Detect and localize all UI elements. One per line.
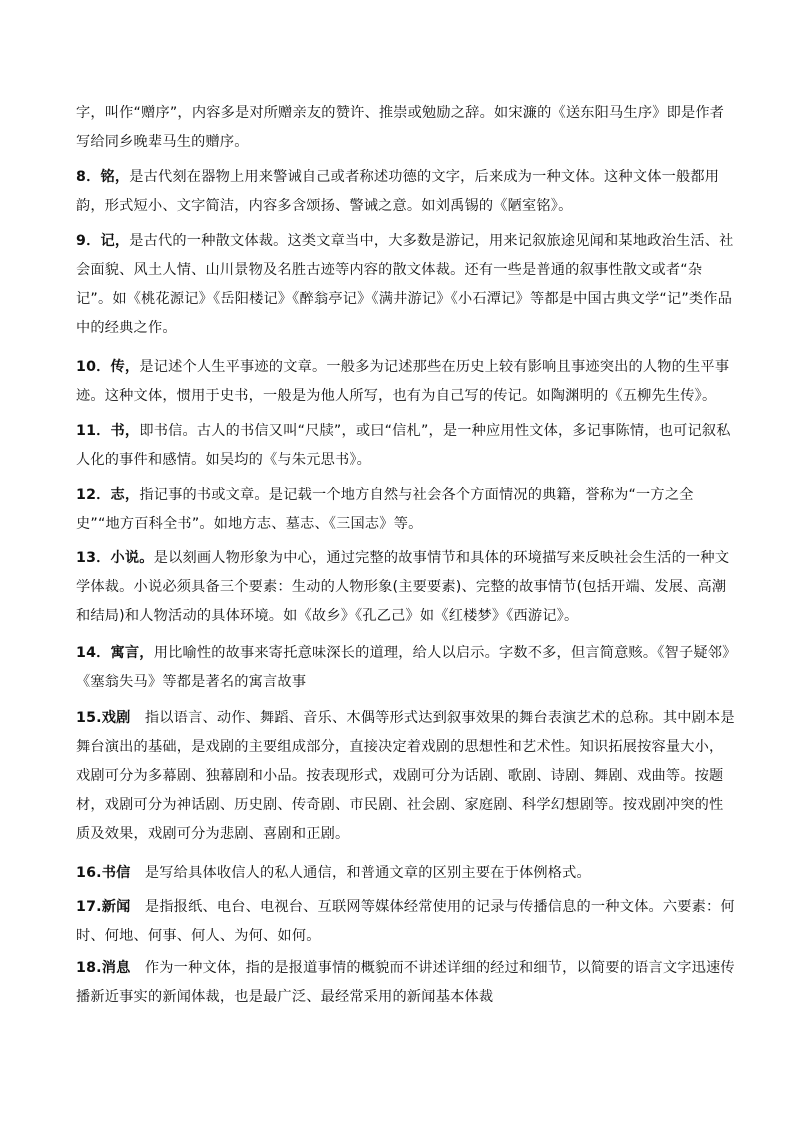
entry-zhi bbox=[76, 481, 736, 539]
entry-zhuan bbox=[76, 353, 736, 411]
entry-term: 16.书信 bbox=[76, 865, 131, 881]
entry-text: 是以刻画人物形象为中心，通过完整的故事情节和具体的环境描写来反映社会生活的一种文学体裁。小说必须具备三个要素：生动的人物形象(主要要素)、完整的故事情节(包括开端、发展、高潮和结局)和人物活动的具体环境。如《故乡》《孔乙己》如《红楼梦》《西游记》。 bbox=[76, 550, 730, 624]
entry-text: 用比喻性的故事来寄托意味深长的道理，给人以启示。字数不多，但言简意赅。《智子疑邻》《塞翁失马》等都是著名的寓言故事 bbox=[76, 645, 730, 690]
entry-term: 10．传， bbox=[76, 359, 140, 375]
paragraph-text: 字，叫作“赠序”，内容多是对所赠亲友的赞许、推崇或勉励之辞。如宋濂的《送东阳马生序》即是作者写给同乡晚辈马生的赠序。 bbox=[76, 105, 725, 150]
entry-term: 9．记， bbox=[76, 233, 130, 249]
entry-text: 是古代的一种散文体裁。这类文章当中，大多数是游记，用来记叙旅途见闻和某地政治生活、社会面貌、风土人情、山川景物及名胜古迹等内容的散文体裁。还有一些是普通的叙事性散文或者“杂记”。如《桃花源记》《岳阳楼记》《醉翁亭记》《满井游记》《小石潭记》等都是中国古典文学“记”类作品中的经典之作。 bbox=[76, 233, 734, 336]
entry-text: 即书信。古人的书信又叫“尺牍”，或曰“信札”，是一种应用性文体，多记事陈情，也可记叙私人化的事件和感情。如吴均的《与朱元思书》。 bbox=[76, 423, 731, 468]
entry-text: 是记述个人生平事迹的文章。一般多为记述那些在历史上较有影响且事迹突出的人物的生平事迹。这种文体，惯用于史书，一般是为他人所写，也有为自己写的传记。如陶渊明的《五柳先生传》。 bbox=[76, 359, 730, 404]
entry-term: 12．志， bbox=[76, 487, 140, 503]
entry-term: 8．铭， bbox=[76, 169, 130, 185]
entry-text: 是古代刻在器物上用来警诫自己或者称述功德的文字，后来成为一种文体。这种文体一般都用韵，形式短小、文字简洁，内容多含颂扬、警诫之意。如刘禹锡的《陋室铭》。 bbox=[76, 169, 720, 214]
entry-shu bbox=[76, 417, 736, 475]
entry-text: 作为一种文体，指的是报道事情的概貌而不讲述详细的经过和细节，以简要的语言文字迅速传播新近事实的新闻体裁，也是最广泛、最经常采用的新闻基本体裁 bbox=[76, 960, 735, 1005]
entry-ji bbox=[76, 227, 736, 343]
entry-term: 11．书， bbox=[76, 423, 140, 439]
entry-term: 14．寓言， bbox=[76, 645, 154, 661]
entry-text: 指记事的书或文章。是记载一个地方自然与社会各个方面情况的典籍，誉称为“一方之全史”“地方百科全书”。如地方志、墓志、《三国志》等。 bbox=[76, 487, 694, 532]
entry-text: 是指报纸、电台、电视台、互联网等媒体经常使用的记录与传播信息的一种文体。六要素：何时、何地、何事、何人、为何、如何。 bbox=[76, 899, 735, 944]
entry-xiju bbox=[76, 704, 736, 849]
entry-term: 15.戏剧 bbox=[76, 710, 131, 726]
entry-term: 13．小说。 bbox=[76, 550, 154, 566]
entry-xinwen bbox=[76, 893, 736, 951]
entry-text: 是写给具体收信人的私人通信，和普通文章的区别主要在于体例格式。 bbox=[130, 865, 591, 881]
entry-yuyan bbox=[76, 639, 736, 697]
paragraph-continuation bbox=[76, 99, 736, 157]
entry-term: 18.消息 bbox=[76, 960, 131, 976]
entry-xiaoxi bbox=[76, 954, 736, 1012]
entry-text: 指以语言、动作、舞蹈、音乐、木偶等形式达到叙事效果的舞台表演艺术的总称。其中剧本是舞台演出的基础，是戏剧的主要组成部分，直接决定着戏剧的思想性和艺术性。知识拓展按容量大小，戏剧可分为多幕剧、独幕剧和小品。按表现形式，戏剧可分为话剧、歌剧、诗剧、舞剧、戏曲等。按题材，戏剧可分为神话剧、历史剧、传奇剧、市民剧、社会剧、家庭剧、科学幻想剧等。按戏剧冲突的性质及效果，戏剧可分为悲剧、喜剧和正剧。 bbox=[76, 710, 735, 842]
entry-ming bbox=[76, 163, 736, 221]
entry-xiaoshuo bbox=[76, 544, 736, 631]
entry-shuxin bbox=[76, 859, 736, 888]
entry-term: 17.新闻 bbox=[76, 899, 131, 915]
